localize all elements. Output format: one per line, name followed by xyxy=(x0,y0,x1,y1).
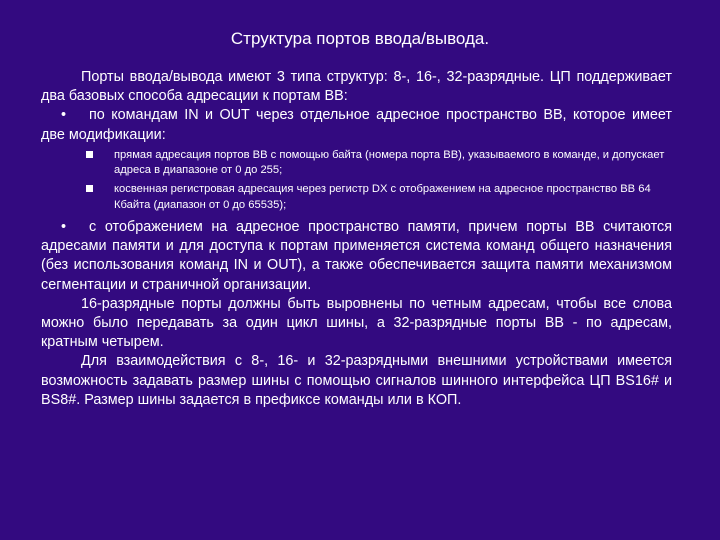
intro-paragraph: Порты ввода/вывода имеют 3 типа структур: 8-, 16-, 32-разрядные. ЦП поддерживает два базовых способа адресации к портам ВВ: xyxy=(41,69,672,105)
bullet-memory-mapped xyxy=(41,218,672,295)
bus-size-paragraph: Для взаимодействия с 8-, 16- и 32-разрядными внешними устройствами имеется возможность задавать размер шины с помощью сигналов шинного интерфейса ЦП BS16# и BS8#. Размер шины задается в префиксе команды или в КОП. xyxy=(41,353,672,408)
bullet-dot-icon: • xyxy=(61,107,67,124)
square-bullet-icon xyxy=(86,151,93,158)
list-item-text: прямая адресация портов ВВ с помощью байта (номера порта ВВ), указываемого в команде, и допускает адреса в диапазоне от 0 до 255; xyxy=(114,148,665,177)
list-item xyxy=(41,148,672,179)
bullet-memory-mapped-text: с отображением на адресное пространство памяти, причем порты ВВ считаются адресами памяти и для доступа к портам применяется система команд общего назначения (без использования команд IN и OUT), а также обеспечивается защита памяти механизмом сегментации и страничной организации. xyxy=(41,219,672,293)
slide-title: Структура портов ввода/вывода. xyxy=(230,29,490,48)
list-item-text: косвенная регистровая адресация через регистр DX с отображением на адресное пространство ВВ 64 Кбайта (диапазон от 0 до 65535); xyxy=(114,183,651,211)
bullet-io-commands-text: по командам IN и OUT через отдельное адресное пространство ВВ, которое имеет две модификации: xyxy=(41,107,672,143)
alignment-paragraph: 16-разрядные порты должны быть выровнены по четным адресам, чтобы все слова можно было передавать за один цикл шины, а 32-разрядные порты ВВ - по адресам, кратным четырем. xyxy=(41,295,672,351)
square-bullet-icon xyxy=(86,185,93,192)
slide-body xyxy=(41,68,672,410)
bullet-io-commands xyxy=(41,106,672,144)
addressing-modes-list xyxy=(41,148,672,213)
list-item xyxy=(41,182,672,213)
bullet-dot-icon: • xyxy=(61,219,67,235)
